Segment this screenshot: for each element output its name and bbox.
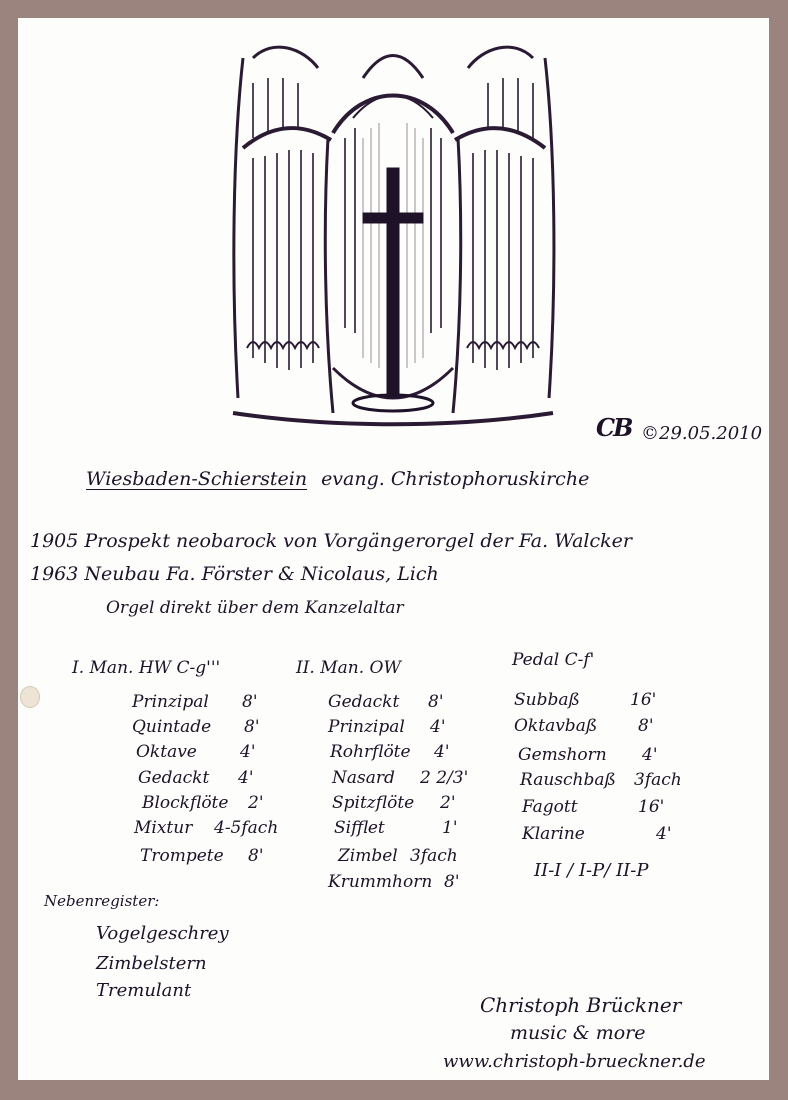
stop-row: Quintade 8'	[132, 717, 260, 737]
stop-row: Nasard 2 2/3'	[332, 768, 469, 788]
auxiliary-heading: Nebenregister:	[44, 892, 160, 910]
signature-name: Christoph Brückner	[480, 993, 682, 1017]
auxiliary-item: Tremulant	[96, 980, 192, 1001]
stop-row: Blockflöte 2'	[142, 793, 264, 813]
stop-row: Krummhorn 8'	[328, 872, 460, 892]
stop-row: Rohrflöte 4'	[330, 742, 450, 762]
drawing-date: ©29.05.2010	[641, 423, 763, 444]
church-name: evang. Christophoruskirche	[321, 468, 590, 490]
auxiliary-item: Vogelgeschrey	[96, 923, 229, 944]
pedal-heading: Pedal C-f'	[512, 650, 595, 670]
organ-facade-sketch	[213, 28, 573, 428]
coupler-list: II-I / I-P/ II-P	[534, 860, 649, 881]
history-line-2: 1963 Neubau Fa. Förster & Nicolaus, Lich	[30, 563, 439, 585]
stop-row: Klarine 4'	[522, 824, 672, 844]
manual-1-heading: I. Man. HW C-g'''	[72, 658, 221, 678]
manual-2-heading: II. Man. OW	[296, 658, 401, 678]
stop-row: Zimbel 3fach	[338, 846, 458, 866]
artist-initials: CB	[596, 413, 632, 442]
sheet	[18, 18, 769, 1080]
signature-website: www.christoph-brueckner.de	[443, 1051, 706, 1072]
stop-row: Gedackt 8'	[328, 692, 444, 712]
stop-row: Mixtur 4-5fach	[134, 818, 279, 838]
stop-row: Oktavbaß 8'	[514, 716, 654, 736]
stop-row: Prinzipal 8'	[132, 692, 258, 712]
stop-row: Subbaß 16'	[514, 690, 657, 710]
signature-tagline: music & more	[510, 1022, 646, 1044]
place-name: Wiesbaden-Schierstein	[86, 468, 308, 490]
stop-row: Gedackt 4'	[138, 768, 254, 788]
punch-hole	[20, 686, 40, 708]
stop-row: Gemshorn 4'	[518, 745, 658, 765]
stop-row: Prinzipal 4'	[328, 717, 446, 737]
location-line	[86, 468, 589, 490]
stop-row: Rauschbaß 3fach	[520, 770, 682, 790]
stop-row: Spitzflöte 2'	[332, 793, 456, 813]
stop-row: Fagott 16'	[522, 797, 665, 817]
stop-row: Oktave 4'	[136, 742, 256, 762]
history-line-1: 1905 Prospekt neobarock von Vorgängerorgel der Fa. Walcker	[30, 530, 632, 552]
auxiliary-item: Zimbelstern	[96, 953, 207, 974]
stop-row: Sifflet 1'	[334, 818, 458, 838]
stop-row: Trompete 8'	[140, 846, 264, 866]
history-line-3: Orgel direkt über dem Kanzelaltar	[106, 598, 404, 618]
